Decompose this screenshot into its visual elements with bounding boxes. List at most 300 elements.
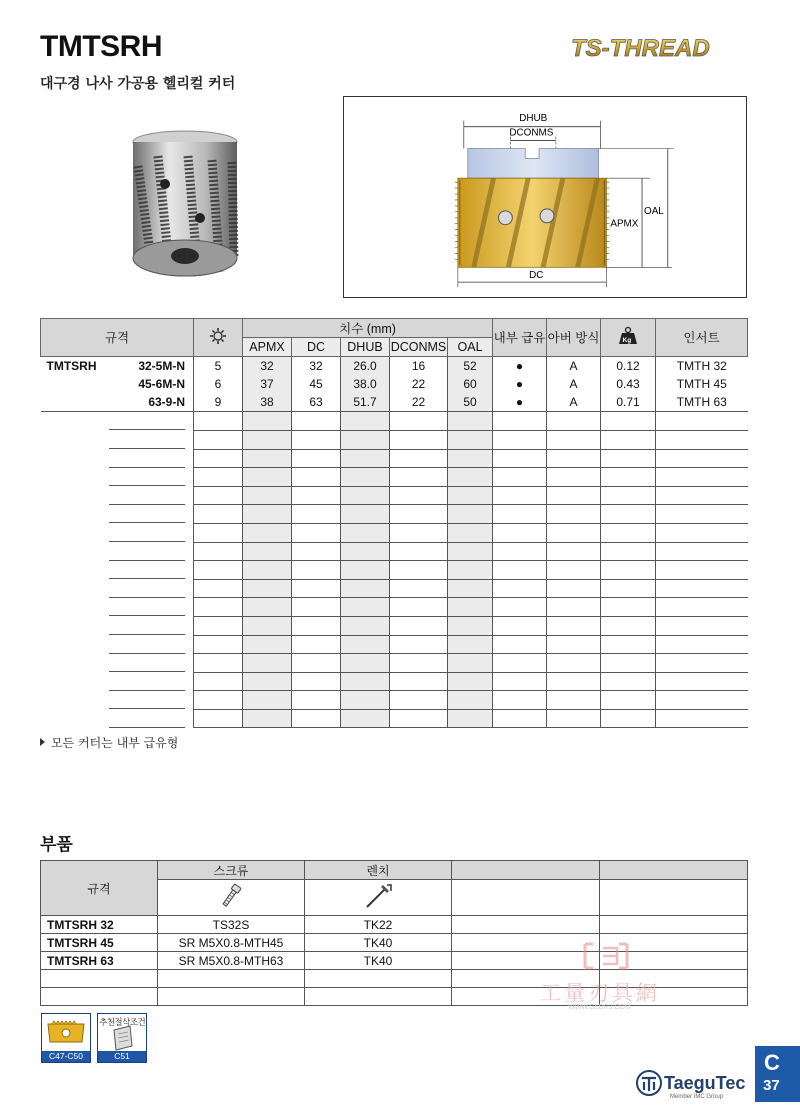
spec-row-empty [41, 449, 748, 468]
spec-cell-empty [601, 635, 656, 654]
spec-row-empty [41, 412, 748, 431]
spec-cell-empty [547, 616, 601, 635]
spec-cell-empty [547, 691, 601, 710]
spec-cell-empty [292, 486, 341, 505]
spec-cell-empty [194, 523, 243, 542]
spec-row [41, 393, 748, 412]
spec-cell-empty [601, 709, 656, 728]
spec-cell-empty [601, 412, 656, 431]
spec-cell-empty [448, 505, 493, 524]
spec-code-cell-empty [41, 412, 194, 431]
spec-cell-empty [243, 598, 292, 617]
spec-cell-empty [194, 542, 243, 561]
spec-cell-coolant: ● [493, 356, 547, 375]
spec-cell-empty [243, 412, 292, 431]
spec-row-empty [41, 654, 748, 673]
spec-cell-empty [656, 598, 748, 617]
header-insert: 인서트 [656, 319, 748, 357]
spec-cell-empty [292, 430, 341, 449]
spec-cell-empty [194, 579, 243, 598]
spec-cell-empty [601, 579, 656, 598]
cutting-conditions-link[interactable] [97, 1013, 147, 1063]
spec-code-cell-empty [41, 598, 194, 617]
spec-cell-empty [243, 486, 292, 505]
spec-cell-dhub: 38.0 [341, 375, 390, 394]
spec-cell-empty [390, 412, 448, 431]
spec-cell-empty [390, 598, 448, 617]
cond-ref-page: C51 [98, 1051, 146, 1062]
series-name: TMTSRH [46, 358, 97, 373]
spec-cell-empty [493, 598, 547, 617]
spec-cell-dc: 32 [292, 356, 341, 375]
page-number: 37 [763, 1077, 780, 1094]
footnote [40, 734, 178, 751]
spec-cell-empty [390, 561, 448, 580]
parts-cell-empty [600, 916, 748, 934]
spec-cell-empty [341, 579, 390, 598]
col-oal: OAL [448, 338, 493, 357]
spec-cell-empty [547, 523, 601, 542]
parts-title: 부품 [40, 835, 73, 855]
spec-cell-weight: 0.12 [601, 356, 656, 375]
spec-row-empty [41, 709, 748, 728]
spec-cell-empty [547, 598, 601, 617]
spec-cell-arbor: A [547, 356, 601, 375]
parts-cell-empty [305, 970, 452, 988]
spec-code-cell [41, 356, 194, 375]
spec-cell-empty [493, 691, 547, 710]
spec-code-cell-empty [41, 505, 194, 524]
parts-cell-wrench: TK40 [305, 952, 452, 970]
spec-cell-empty [448, 449, 493, 468]
spec-code-cell-empty [41, 579, 194, 598]
spec-cell-empty [341, 449, 390, 468]
spec-cell-empty [194, 412, 243, 431]
spec-code-cell-empty [41, 672, 194, 691]
insert-ref-pages: C47-C50 [42, 1051, 90, 1062]
spec-cell-arbor: A [547, 375, 601, 394]
spec-cell-empty [194, 598, 243, 617]
spec-cell-empty [448, 468, 493, 487]
spec-cell-empty [194, 505, 243, 524]
spec-cell-empty [341, 691, 390, 710]
spec-cell-oal: 60 [448, 375, 493, 394]
spec-cell-teeth: 5 [194, 356, 243, 375]
spec-cell-empty [243, 449, 292, 468]
spec-cell-arbor: A [547, 393, 601, 412]
spec-cell-empty [390, 468, 448, 487]
brand-logo-text: TS-THREAD [571, 35, 710, 62]
section-tab [755, 1046, 800, 1102]
spec-cell-apmx: 32 [243, 356, 292, 375]
spec-cell-empty [601, 505, 656, 524]
weight-icon-text: Kg [622, 336, 632, 344]
spec-cell-empty [390, 449, 448, 468]
spec-cell-empty [448, 635, 493, 654]
parts-cell-empty [41, 970, 158, 988]
spec-cell-empty [292, 468, 341, 487]
ts-thread-logo [565, 34, 750, 62]
teeth-count-icon [194, 319, 243, 357]
spec-code-cell [41, 393, 194, 412]
spec-cell-empty [493, 616, 547, 635]
spec-cell-empty [194, 691, 243, 710]
watermark-text: 工量刃具網 [540, 981, 660, 1005]
spec-cell-oal: 50 [448, 393, 493, 412]
spec-cell-empty [341, 430, 390, 449]
spec-cell-empty [243, 579, 292, 598]
spec-cell-empty [547, 579, 601, 598]
spec-cell-insert: TMTH 45 [656, 375, 748, 394]
spec-cell-empty [243, 468, 292, 487]
parts-cell-empty [41, 988, 158, 1006]
header-spec: 규격 [41, 319, 194, 357]
spec-cell-empty [390, 505, 448, 524]
spec-cell-empty [547, 449, 601, 468]
spec-cell-empty [390, 709, 448, 728]
parts-icon-empty-1 [452, 880, 600, 916]
spec-cell-empty [390, 579, 448, 598]
spec-cell-empty [243, 542, 292, 561]
spec-cell-empty [493, 523, 547, 542]
spec-cell-empty [547, 709, 601, 728]
spec-table [40, 318, 748, 728]
spec-cell-empty [493, 505, 547, 524]
parts-icon-empty-2 [600, 880, 748, 916]
spec-cell-empty [656, 635, 748, 654]
spec-cell-empty [656, 486, 748, 505]
spec-row-empty [41, 635, 748, 654]
spec-cell-empty [243, 691, 292, 710]
spec-cell-empty [656, 430, 748, 449]
spec-code: 45-6M-N [138, 376, 185, 391]
spec-cell-empty [448, 523, 493, 542]
spec-cell-empty [341, 616, 390, 635]
parts-cell-empty [158, 988, 305, 1006]
spec-cell-empty [601, 430, 656, 449]
spec-cell-empty [493, 542, 547, 561]
spec-cell-dhub: 26.0 [341, 356, 390, 375]
spec-cell-coolant: ● [493, 393, 547, 412]
spec-cell-empty [547, 672, 601, 691]
spec-cell-empty [601, 598, 656, 617]
spec-code-cell-empty [41, 430, 194, 449]
spec-cell-empty [547, 412, 601, 431]
spec-cell-teeth: 9 [194, 393, 243, 412]
spec-cell-empty [547, 654, 601, 673]
parts-cell-wrench: TK22 [305, 916, 452, 934]
spec-cell-empty [341, 468, 390, 487]
spec-cell-empty [243, 654, 292, 673]
spec-cell-empty [243, 635, 292, 654]
spec-cell-empty [390, 672, 448, 691]
spec-cell-empty [656, 505, 748, 524]
parts-header-empty-1 [452, 861, 600, 880]
spec-cell-empty [390, 616, 448, 635]
spec-row-empty [41, 505, 748, 524]
spec-cell-empty [601, 542, 656, 561]
header-dimensions: 치수 (mm) [243, 319, 493, 338]
spec-cell-empty [341, 542, 390, 561]
insert-reference-link[interactable] [41, 1013, 91, 1063]
spec-cell-empty [194, 486, 243, 505]
spec-cell-teeth: 6 [194, 375, 243, 394]
spec-cell-empty [448, 616, 493, 635]
spec-cell-empty [601, 691, 656, 710]
parts-row [41, 916, 748, 934]
parts-cell-empty [305, 988, 452, 1006]
spec-code-cell-empty [41, 523, 194, 542]
spec-cell-empty [493, 672, 547, 691]
spec-cell-empty [194, 449, 243, 468]
spec-cell-empty [493, 654, 547, 673]
watermark-url: WWW.GLDRJ.COM [568, 1004, 631, 1011]
apmx-label: APMX [610, 218, 639, 230]
spec-cell-empty [390, 523, 448, 542]
spec-row [41, 356, 748, 375]
spec-code-cell-empty [41, 449, 194, 468]
spec-cell-empty [390, 635, 448, 654]
spec-cell-oal: 52 [448, 356, 493, 375]
spec-cell-empty [341, 654, 390, 673]
spec-cell-empty [656, 691, 748, 710]
dc-label: DC [529, 270, 544, 282]
screw-icon [158, 880, 305, 916]
spec-cell-weight: 0.43 [601, 375, 656, 394]
spec-cell-empty [292, 709, 341, 728]
spec-cell-empty [243, 616, 292, 635]
spec-cell-empty [390, 430, 448, 449]
spec-cell-empty [194, 635, 243, 654]
spec-cell-weight: 0.71 [601, 393, 656, 412]
spec-code-cell-empty [41, 468, 194, 487]
weight-icon [601, 319, 656, 357]
parts-cell-empty [158, 970, 305, 988]
spec-cell-empty [601, 561, 656, 580]
spec-cell-empty [194, 616, 243, 635]
dhub-label: DHUB [519, 112, 548, 124]
spec-cell-empty [656, 542, 748, 561]
spec-code-cell-empty [41, 616, 194, 635]
spec-cell-empty [292, 672, 341, 691]
spec-row-empty [41, 542, 748, 561]
bullet-triangle-icon [40, 738, 45, 746]
spec-row-empty [41, 691, 748, 710]
spec-cell-empty [341, 709, 390, 728]
spec-cell-empty [656, 709, 748, 728]
spec-cell-empty [493, 412, 547, 431]
spec-cell-empty [448, 654, 493, 673]
spec-cell-empty [601, 616, 656, 635]
spec-cell-empty [493, 430, 547, 449]
insert-icon [42, 1014, 90, 1052]
spec-cell-empty [194, 654, 243, 673]
spec-cell-dc: 45 [292, 375, 341, 394]
spec-cell-empty [243, 709, 292, 728]
taegutec-logo-icon [636, 1070, 662, 1096]
spec-cell-empty [493, 468, 547, 487]
spec-cell-empty [448, 672, 493, 691]
spec-cell-empty [448, 579, 493, 598]
col-dc: DC [292, 338, 341, 357]
spec-cell-empty [390, 691, 448, 710]
spec-cell-empty [243, 505, 292, 524]
spec-cell-empty [656, 561, 748, 580]
spec-cell-empty [292, 654, 341, 673]
spec-cell-empty [292, 561, 341, 580]
spec-cell-empty [243, 523, 292, 542]
spec-row-empty [41, 523, 748, 542]
spec-cell-empty [194, 672, 243, 691]
spec-cell-empty [448, 542, 493, 561]
parts-header-empty-2 [600, 861, 748, 880]
spec-cell-empty [656, 672, 748, 691]
spec-cell-empty [656, 579, 748, 598]
parts-cell-screw: SR M5X0.8-MTH63 [158, 952, 305, 970]
spec-cell-empty [448, 598, 493, 617]
spec-code-cell-empty [41, 691, 194, 710]
spec-cell-empty [448, 561, 493, 580]
spec-cell-empty [547, 561, 601, 580]
spec-cell-empty [601, 486, 656, 505]
spec-cell-empty [547, 635, 601, 654]
spec-cell-empty [601, 654, 656, 673]
page-title: TMTSRH [40, 30, 162, 63]
spec-cell-empty [547, 486, 601, 505]
spec-code-cell-empty [41, 561, 194, 580]
spec-row [41, 375, 748, 394]
parts-cell-empty [452, 916, 600, 934]
spec-cell-empty [448, 691, 493, 710]
spec-cell-empty [448, 486, 493, 505]
spec-cell-empty [448, 430, 493, 449]
col-apmx: APMX [243, 338, 292, 357]
spec-cell-empty [390, 486, 448, 505]
spec-cell-insert: TMTH 63 [656, 393, 748, 412]
parts-cell-wrench: TK40 [305, 934, 452, 952]
spec-cell-empty [341, 672, 390, 691]
spec-cell-empty [292, 598, 341, 617]
spec-cell-empty [493, 486, 547, 505]
parts-cell-screw: TS32S [158, 916, 305, 934]
section-letter: C [764, 1050, 780, 1075]
spec-cell-empty [601, 523, 656, 542]
spec-code-cell-empty [41, 709, 194, 728]
spec-cell-empty [656, 654, 748, 673]
spec-code-cell [41, 375, 194, 394]
spec-cell-empty [547, 505, 601, 524]
spec-cell-empty [341, 486, 390, 505]
spec-code-cell-empty [41, 486, 194, 505]
spec-cell-empty [493, 709, 547, 728]
spec-cell-empty [292, 412, 341, 431]
parts-cell-screw: SR M5X0.8-MTH45 [158, 934, 305, 952]
spec-row-empty [41, 672, 748, 691]
product-photo [100, 126, 270, 286]
header-coolant: 내부 급유 [493, 319, 547, 357]
header-arbor: 아버 방식 [547, 319, 601, 357]
spec-cell-dc: 63 [292, 393, 341, 412]
spec-cell-dhub: 51.7 [341, 393, 390, 412]
spec-row-empty [41, 430, 748, 449]
spec-cell-apmx: 37 [243, 375, 292, 394]
spec-cell-dconms: 22 [390, 393, 448, 412]
spec-cell-empty [341, 505, 390, 524]
spec-row-empty [41, 561, 748, 580]
spec-cell-empty [292, 542, 341, 561]
spec-cell-empty [656, 616, 748, 635]
spec-cell-empty [656, 468, 748, 487]
footnote-text: 모든 커터는 내부 급유형 [51, 736, 179, 750]
col-dhub: DHUB [341, 338, 390, 357]
spec-cell-empty [390, 654, 448, 673]
spec-cell-empty [448, 412, 493, 431]
parts-cell-spec: TMTSRH 63 [41, 952, 158, 970]
spec-cell-empty [493, 449, 547, 468]
spec-cell-empty [292, 635, 341, 654]
spec-cell-empty [194, 430, 243, 449]
spec-cell-empty [547, 430, 601, 449]
spec-cell-empty [547, 542, 601, 561]
dconms-label: DCONMS [509, 127, 554, 139]
parts-cell-spec: TMTSRH 45 [41, 934, 158, 952]
spec-cell-empty [243, 561, 292, 580]
spec-cell-dconms: 16 [390, 356, 448, 375]
spec-cell-dconms: 22 [390, 375, 448, 394]
parts-cell-spec: TMTSRH 32 [41, 916, 158, 934]
spec-cell-empty [243, 430, 292, 449]
spec-cell-empty [194, 561, 243, 580]
spec-cell-empty [292, 505, 341, 524]
spec-cell-empty [292, 579, 341, 598]
spec-cell-empty [448, 709, 493, 728]
spec-cell-empty [493, 561, 547, 580]
spec-cell-empty [292, 449, 341, 468]
spec-code: 63-9-N [148, 395, 185, 410]
spec-cell-empty [656, 412, 748, 431]
parts-header-spec: 규격 [41, 861, 158, 916]
spec-cell-empty [341, 598, 390, 617]
page-subtitle: 대구경 나사 가공용 헬리컬 커터 [40, 76, 236, 92]
spec-cell-empty [341, 561, 390, 580]
oal-label: OAL [644, 205, 664, 217]
spec-row-empty [41, 468, 748, 487]
spec-cell-empty [656, 523, 748, 542]
spec-cell-apmx: 38 [243, 393, 292, 412]
spec-code: 32-5M-N [138, 358, 185, 373]
spec-cell-coolant: ● [493, 375, 547, 394]
spec-cell-empty [656, 449, 748, 468]
parts-header-screw: 스크류 [158, 861, 305, 880]
spec-row-empty [41, 616, 748, 635]
spec-cell-empty [601, 468, 656, 487]
spec-cell-empty [601, 672, 656, 691]
spec-code-cell-empty [41, 635, 194, 654]
cond-label: 추천절삭조건 [99, 1018, 146, 1028]
spec-row-empty [41, 486, 748, 505]
spec-cell-empty [601, 449, 656, 468]
technical-diagram [343, 96, 747, 298]
spec-cell-insert: TMTH 32 [656, 356, 748, 375]
spec-cell-empty [390, 542, 448, 561]
spec-row-empty [41, 598, 748, 617]
parts-header-wrench: 렌치 [305, 861, 452, 880]
spec-code-cell-empty [41, 654, 194, 673]
spec-cell-empty [292, 523, 341, 542]
spec-cell-empty [547, 468, 601, 487]
spec-cell-empty [493, 579, 547, 598]
company-name: TaeguTec [664, 1073, 746, 1093]
